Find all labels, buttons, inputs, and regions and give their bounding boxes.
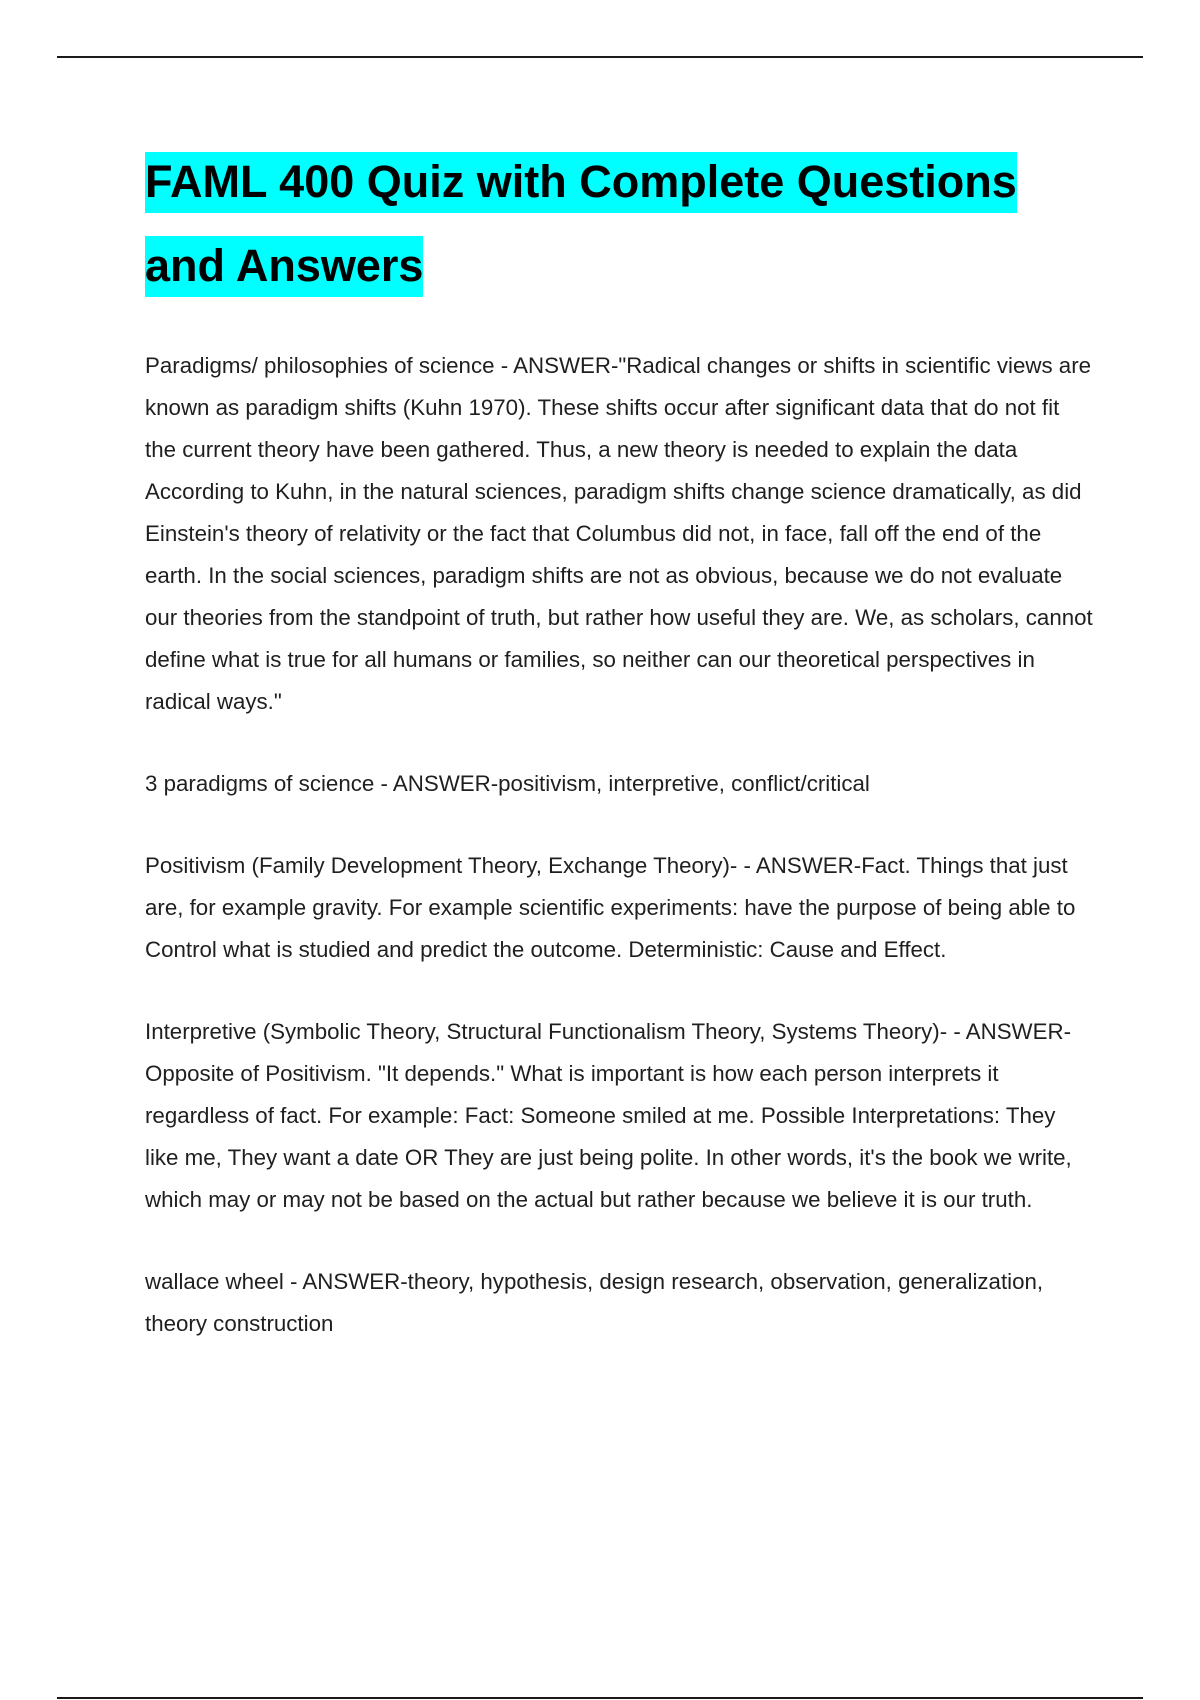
footer-rule bbox=[57, 1697, 1143, 1699]
page-title-text: FAML 400 Quiz with Complete Questions and Answers bbox=[145, 152, 1017, 297]
qa-item-paradigms: Paradigms/ philosophies of science - ANSWER-"Radical changes or shifts in scientific views are known as paradigm shifts (Kuhn 1970). These shifts occur after significant data that do not fit the current theory have been gathered. Thus, a new theory is needed to explain the data According to Kuhn, in the natural sciences, paradigm shifts change science dramatically, as did Einstein's theory of relativity or the fact that Columbus did not, in face, fall off the end of the earth. In the social sciences, paradigm shifts are not as obvious, because we do not evaluate our theories from the standpoint of truth, but rather how useful they are. We, as scholars, cannot define what is true for all humans or families, so neither can our theoretical perspectives in radical ways." bbox=[145, 353, 1093, 714]
page-title bbox=[145, 140, 1105, 308]
qa-item-three-paradigms: 3 paradigms of science - ANSWER-positivism, interpretive, conflict/critical bbox=[145, 771, 870, 796]
qa-item-wallace-wheel: wallace wheel - ANSWER-theory, hypothesis, design research, observation, generalization, theory construction bbox=[145, 1269, 1044, 1336]
qa-list bbox=[145, 345, 1095, 1385]
qa-item-positivism: Positivism (Family Development Theory, Exchange Theory)- - ANSWER-Fact. Things that just are, for example gravity. For example scientific experiments: have the purpose of being able to Control what is studied and predict the outcome. Deterministic: Cause and Effect. bbox=[145, 853, 1076, 962]
qa-item-interpretive: Interpretive (Symbolic Theory, Structural Functionalism Theory, Systems Theory)- - ANSWER-Opposite of Positivism. "It depends." What is important is how each person interprets it regardless of fact. For example: Fact: Someone smiled at me. Possible Interpretations: They like me, They want a date OR They are just being polite. In other words, it's the book we write, which may or may not be based on the actual but rather because we believe it is our truth. bbox=[145, 1019, 1072, 1212]
header-rule bbox=[57, 56, 1143, 58]
